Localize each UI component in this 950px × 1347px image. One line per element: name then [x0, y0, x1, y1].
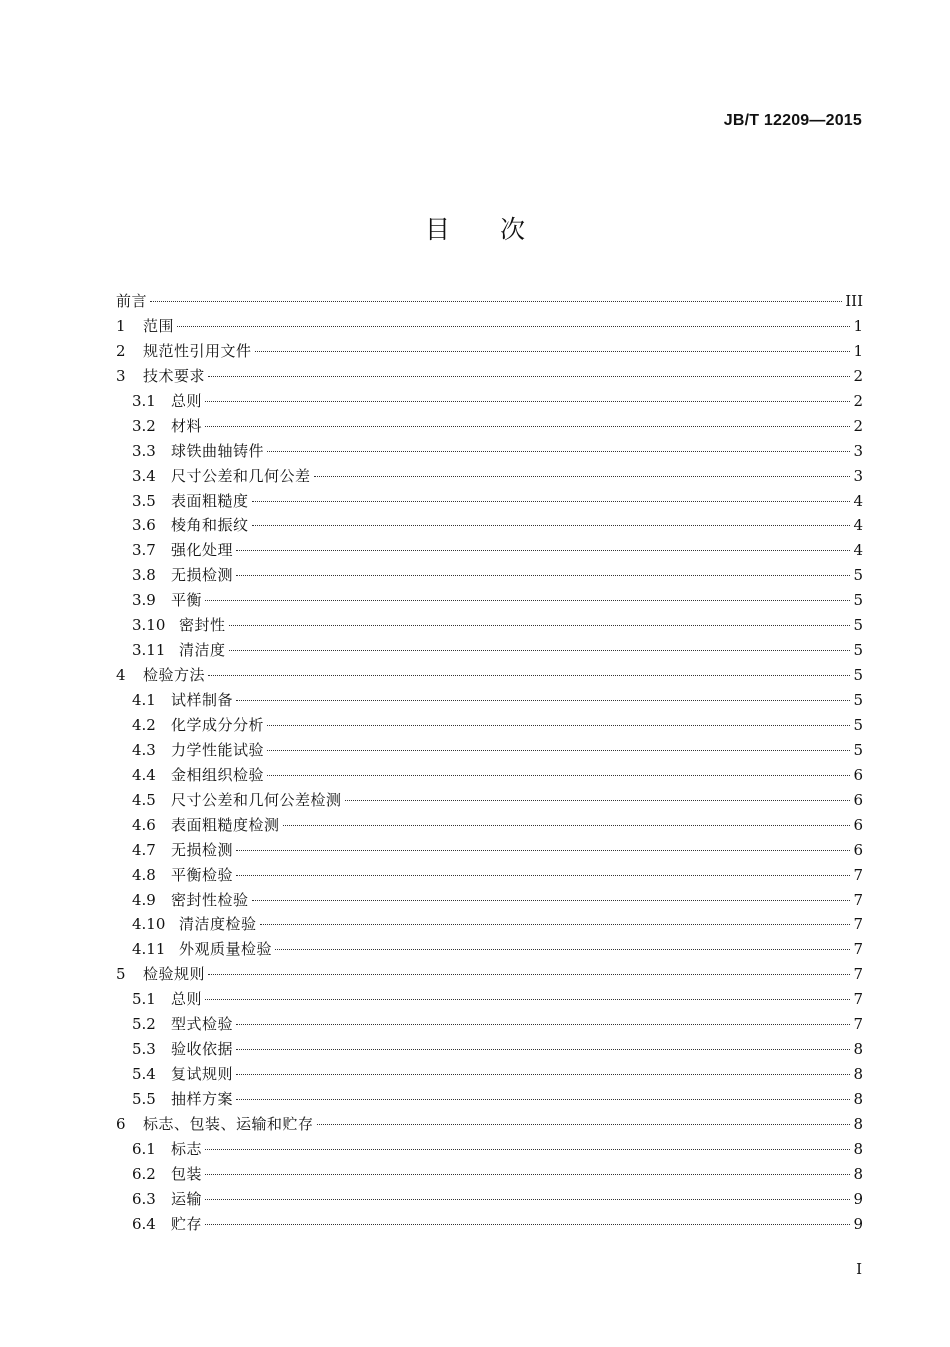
toc-entry-number: 4.6 — [132, 815, 156, 834]
toc-entry-label: 化学成分分析 — [171, 715, 265, 734]
toc-entry[interactable] — [116, 638, 863, 663]
toc-entry-page: 8 — [853, 1164, 863, 1183]
toc-entry-label: 平衡 — [171, 591, 203, 610]
toc-entry[interactable] — [116, 289, 863, 314]
toc-entry-label: 验收依据 — [171, 1040, 234, 1059]
toc-entry-page: 3 — [853, 466, 863, 485]
toc-entry-page: 6 — [853, 840, 863, 859]
toc-entry-number: 6.2 — [132, 1164, 156, 1183]
toc-entry[interactable] — [116, 788, 863, 813]
toc-entry[interactable] — [116, 613, 863, 638]
toc-entry[interactable] — [116, 1162, 863, 1187]
toc-entry[interactable] — [116, 339, 863, 364]
toc-entry-page: 8 — [853, 1065, 863, 1084]
toc-entry[interactable] — [116, 1112, 863, 1137]
toc-entry-number: 4.9 — [132, 890, 156, 909]
toc-entry-number: 4.2 — [132, 715, 156, 734]
toc-entry-label: 力学性能试验 — [171, 740, 265, 759]
toc-entry-number: 3.8 — [132, 566, 156, 585]
toc-entry-page: 5 — [853, 566, 863, 585]
toc-entry-label: 材料 — [171, 416, 203, 435]
toc-entry[interactable] — [116, 1012, 863, 1037]
toc-entry-page: 7 — [853, 1015, 863, 1034]
dot-leader — [177, 326, 850, 327]
dot-leader — [236, 550, 850, 551]
toc-entry-number: 5.5 — [132, 1090, 156, 1108]
toc-entry-page: 5 — [853, 691, 863, 709]
toc-entry-label: 尺寸公差和几何公差检测 — [171, 790, 342, 809]
toc-entry-label: 无损检测 — [171, 566, 234, 585]
dot-leader — [208, 675, 850, 676]
toc-entry-label: 尺寸公差和几何公差 — [171, 466, 311, 485]
toc-entry[interactable] — [116, 912, 863, 937]
toc-entry-page: 5 — [853, 591, 863, 610]
toc-entry-page: 5 — [853, 616, 863, 635]
toc-entry-label: 前言 — [116, 292, 148, 310]
toc-entry[interactable] — [116, 738, 863, 763]
toc-entry-label: 范围 — [143, 316, 175, 335]
toc-entry-number: 3.4 — [132, 466, 156, 485]
toc-entry-label: 检验方法 — [143, 666, 206, 685]
toc-entry-number: 4.1 — [132, 691, 156, 709]
toc-entry[interactable] — [116, 838, 863, 863]
dot-leader — [236, 1049, 850, 1050]
toc-entry[interactable] — [116, 1037, 863, 1062]
toc-entry[interactable] — [116, 538, 863, 563]
dot-leader — [317, 1124, 851, 1125]
dot-leader — [260, 924, 851, 925]
toc-entry-number: 4.11 — [132, 940, 166, 959]
toc-entry-number: 6.1 — [132, 1139, 156, 1158]
page-number: I — [856, 1260, 862, 1278]
dot-leader — [283, 825, 851, 826]
toc-entry-label: 运输 — [171, 1189, 203, 1208]
dot-leader — [267, 725, 850, 726]
toc-entry-number: 4.4 — [132, 765, 156, 784]
toc-entry-page: 8 — [853, 1090, 863, 1108]
toc-entry-label: 抽样方案 — [171, 1090, 234, 1108]
toc-entry[interactable] — [116, 663, 863, 688]
dot-leader — [267, 775, 850, 776]
dot-leader — [205, 1224, 850, 1225]
toc-entry[interactable] — [116, 588, 863, 613]
dot-leader — [267, 451, 850, 452]
toc-entry-page: 4 — [853, 541, 863, 560]
toc-entry-label: 包装 — [171, 1164, 203, 1183]
toc-entry-number: 3.2 — [132, 416, 156, 435]
toc-entry-label: 无损检测 — [171, 840, 234, 859]
dot-leader — [236, 700, 850, 701]
toc-entry-page: 8 — [853, 1139, 863, 1158]
toc-entry-label: 平衡检验 — [171, 865, 234, 884]
dot-leader — [205, 426, 850, 427]
toc-entry-number: 6.4 — [132, 1214, 156, 1233]
toc-entry-page: 4 — [853, 491, 863, 510]
toc-entry-label: 标志 — [171, 1139, 203, 1158]
toc-entry-page: 3 — [853, 441, 863, 460]
toc-entry[interactable] — [116, 863, 863, 888]
toc-entry-number: 3.3 — [132, 441, 156, 460]
toc-entry-number: 5.3 — [132, 1040, 156, 1059]
toc-entry[interactable] — [116, 314, 863, 339]
toc-entry-label: 球铁曲轴铸件 — [171, 441, 265, 460]
toc-entry-label: 规范性引用文件 — [143, 341, 252, 360]
toc-entry-number: 4.10 — [132, 915, 166, 934]
toc-entry-number: 3.1 — [132, 391, 156, 410]
title-char-1: 目 — [424, 215, 450, 244]
dot-leader — [236, 1099, 850, 1100]
toc-entry-number: 5.1 — [132, 990, 156, 1009]
toc-entry[interactable] — [116, 389, 863, 414]
dot-leader — [205, 1199, 850, 1200]
toc-entry-page: 8 — [853, 1040, 863, 1059]
toc-entry[interactable] — [116, 962, 863, 987]
toc-entry-number: 3.5 — [132, 491, 156, 510]
toc-entry-number: 3.10 — [132, 616, 166, 635]
toc-entry[interactable] — [116, 937, 863, 962]
toc-entry-label: 强化处理 — [171, 541, 234, 560]
toc-entry[interactable] — [116, 489, 863, 514]
toc-entry-page: 7 — [853, 940, 863, 959]
dot-leader — [205, 600, 850, 601]
toc-entry-label: 外观质量检验 — [179, 940, 273, 959]
toc-entry[interactable] — [116, 763, 863, 788]
toc-entry-number: 4 — [116, 666, 126, 685]
dot-leader — [205, 999, 850, 1000]
toc-entry-page: 5 — [853, 641, 863, 660]
table-of-contents — [116, 289, 863, 1237]
dot-leader — [205, 1174, 850, 1175]
toc-entry-page: 9 — [853, 1189, 863, 1208]
toc-entry-page: 5 — [853, 666, 863, 685]
toc-entry[interactable] — [116, 414, 863, 439]
toc-entry-label: 复试规则 — [171, 1065, 234, 1084]
toc-entry[interactable] — [116, 987, 863, 1012]
toc-entry-number: 2 — [116, 341, 126, 360]
toc-entry-page: 1 — [853, 341, 863, 360]
dot-leader — [205, 401, 850, 402]
toc-entry-label: 金相组织检验 — [171, 765, 265, 784]
toc-entry[interactable] — [116, 1062, 863, 1087]
document-code: JB/T 12209—2015 — [723, 112, 862, 129]
toc-entry[interactable] — [116, 1212, 863, 1237]
toc-entry-page: 2 — [853, 366, 863, 385]
dot-leader — [236, 1074, 850, 1075]
toc-entry-label: 清洁度 — [179, 641, 226, 660]
toc-entry-number: 1 — [116, 316, 126, 335]
toc-entry-number: 6.3 — [132, 1189, 156, 1208]
toc-entry-number: 4.7 — [132, 840, 156, 859]
toc-entry-number: 3 — [116, 366, 126, 385]
dot-leader — [236, 575, 850, 576]
dot-leader — [208, 974, 850, 975]
dot-leader — [229, 625, 851, 626]
toc-entry-label: 表面粗糙度 — [171, 491, 249, 510]
toc-entry-page: 2 — [853, 416, 863, 435]
toc-entry-label: 技术要求 — [143, 366, 206, 385]
toc-entry-page: 6 — [853, 815, 863, 834]
toc-entry-page: 7 — [853, 965, 863, 984]
dot-leader — [150, 301, 842, 302]
toc-entry-number: 3.11 — [132, 641, 166, 660]
toc-entry-page: 7 — [853, 890, 863, 909]
toc-entry-label: 试样制备 — [171, 691, 234, 709]
toc-entry-number: 3.6 — [132, 516, 156, 535]
toc-entry-number: 3.7 — [132, 541, 156, 560]
dot-leader — [236, 875, 850, 876]
toc-entry[interactable] — [116, 1087, 863, 1112]
dot-leader — [236, 1024, 850, 1025]
dot-leader — [314, 476, 851, 477]
toc-entry[interactable] — [116, 813, 863, 838]
toc-entry-page: 6 — [853, 790, 863, 809]
dot-leader — [252, 501, 851, 502]
toc-entry-number: 4.3 — [132, 740, 156, 759]
toc-entry-label: 总则 — [171, 391, 203, 410]
page-title — [0, 210, 950, 246]
toc-entry-number: 5.4 — [132, 1065, 156, 1084]
title-char-2: 次 — [500, 215, 526, 244]
toc-entry-label: 密封性 — [179, 616, 226, 635]
toc-entry-page: 1 — [853, 316, 863, 335]
toc-entry-page: 8 — [853, 1114, 863, 1133]
toc-entry-page: III — [845, 292, 863, 310]
toc-entry-number: 5 — [116, 965, 126, 984]
dot-leader — [267, 750, 850, 751]
toc-entry-label: 密封性检验 — [171, 890, 249, 909]
toc-entry-number: 4.8 — [132, 865, 156, 884]
dot-leader — [345, 800, 851, 801]
toc-entry-page: 7 — [853, 865, 863, 884]
toc-entry-label: 棱角和振纹 — [171, 516, 249, 535]
toc-entry[interactable] — [116, 1137, 863, 1162]
toc-entry-number: 3.9 — [132, 591, 156, 610]
toc-entry-label: 总则 — [171, 990, 203, 1009]
toc-entry-page: 7 — [853, 915, 863, 934]
toc-entry-label: 检验规则 — [143, 965, 206, 984]
toc-entry-page: 5 — [853, 740, 863, 759]
toc-entry[interactable] — [116, 513, 863, 538]
toc-entry[interactable] — [116, 439, 863, 464]
toc-entry-number: 6 — [116, 1114, 126, 1133]
dot-leader — [208, 376, 850, 377]
dot-leader — [252, 525, 851, 526]
toc-entry-page: 4 — [853, 516, 863, 535]
toc-entry[interactable] — [116, 713, 863, 738]
toc-entry[interactable] — [116, 1187, 863, 1212]
dot-leader — [275, 949, 850, 950]
toc-entry[interactable] — [116, 464, 863, 489]
toc-entry-page: 6 — [853, 765, 863, 784]
toc-entry[interactable] — [116, 688, 863, 713]
dot-leader — [205, 1149, 850, 1150]
toc-entry[interactable] — [116, 563, 863, 588]
toc-entry[interactable] — [116, 364, 863, 389]
toc-entry-label: 表面粗糙度检测 — [171, 815, 280, 834]
toc-entry-label: 型式检验 — [171, 1015, 234, 1034]
dot-leader — [236, 850, 850, 851]
toc-entry-page: 9 — [853, 1214, 863, 1233]
dot-leader — [252, 900, 851, 901]
toc-entry-page: 7 — [853, 990, 863, 1009]
toc-entry-page: 2 — [853, 391, 863, 410]
toc-entry[interactable] — [116, 888, 863, 913]
toc-entry-number: 4.5 — [132, 790, 156, 809]
dot-leader — [255, 351, 851, 352]
toc-entry-page: 5 — [853, 715, 863, 734]
dot-leader — [229, 650, 851, 651]
toc-entry-number: 5.2 — [132, 1015, 156, 1034]
toc-entry-label: 贮存 — [171, 1214, 203, 1233]
toc-entry-label: 清洁度检验 — [179, 915, 257, 934]
toc-entry-label: 标志、包装、运输和贮存 — [143, 1114, 314, 1133]
